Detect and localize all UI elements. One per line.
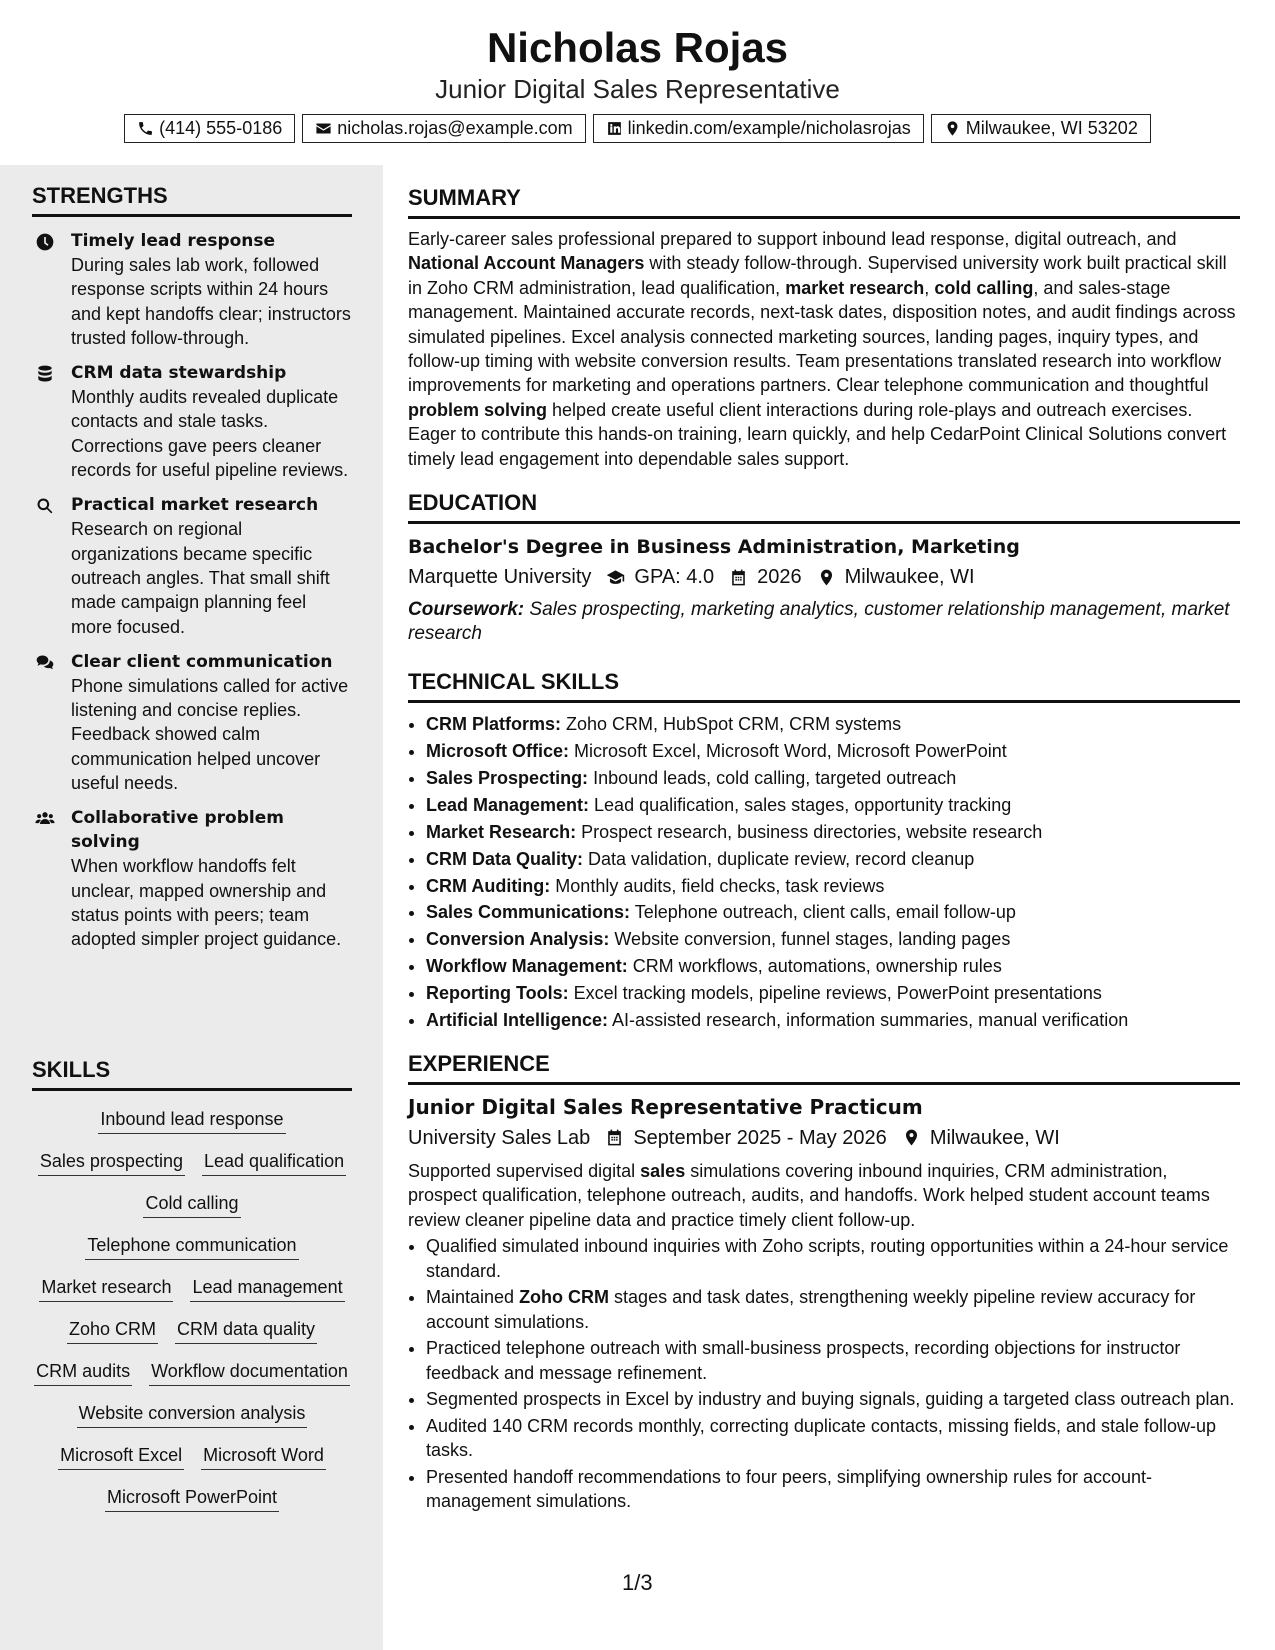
list-item xyxy=(426,953,1240,980)
bullet-text: Maintained xyxy=(426,1287,520,1308)
tech-label: Market Research: xyxy=(426,821,577,842)
tech-label: CRM Platforms: xyxy=(426,714,562,735)
list-item xyxy=(426,980,1240,1007)
tech-label: Lead Management: xyxy=(426,794,590,815)
technical-skills-heading: TECHNICAL SKILLS xyxy=(408,666,1240,703)
education-meta xyxy=(408,562,1240,592)
skill-tag: CRM audits xyxy=(34,1358,132,1386)
list-item xyxy=(426,765,1240,792)
map-pin-icon xyxy=(817,568,836,587)
strength-item xyxy=(32,806,352,951)
summary-part: helped create useful client interactions during role-plays and outreach exercises. Eager to contribute this hands-on training, learn quickly, and help CedarPoint Clinical Solutions convert timely lead engagement into dependable sales support. xyxy=(408,399,1227,469)
list-item xyxy=(426,1234,1240,1283)
list-item xyxy=(426,819,1240,846)
contact-bar xyxy=(0,114,1275,143)
strength-desc: During sales lab work, followed response scripts within 24 hours and kept handoffs clear; instructors trusted follow-through. xyxy=(71,255,351,348)
bullet-text: Audited 140 CRM records monthly, correcting duplicate contacts, missing fields, and stale follow-up tasks. xyxy=(426,1415,1217,1461)
skill-tag: Market research xyxy=(39,1274,173,1302)
contact-phone-text: (414) 555-0186 xyxy=(159,118,283,138)
summary-section xyxy=(408,182,1240,471)
tech-label: Microsoft Office: xyxy=(426,740,570,761)
list-item xyxy=(426,1465,1240,1514)
list-item xyxy=(426,926,1240,953)
job-title: Junior Digital Sales Representative Practicum xyxy=(408,1094,923,1119)
envelope-icon xyxy=(315,120,332,137)
bullet-bold: Zoho CRM xyxy=(519,1287,610,1308)
tech-label: CRM Auditing: xyxy=(426,875,551,896)
page-number: 1/3 xyxy=(622,1570,653,1595)
contact-email-text: nicholas.rojas@example.com xyxy=(337,118,573,138)
tech-text: Zoho CRM, HubSpot CRM, CRM systems xyxy=(561,714,902,735)
list-item xyxy=(426,738,1240,765)
summary-part: , xyxy=(924,277,935,298)
skill-tag: Workflow documentation xyxy=(149,1358,350,1386)
skill-tag: Inbound lead response xyxy=(98,1106,285,1134)
intro-part: Supported supervised digital xyxy=(408,1160,641,1181)
bullet-text: stages and task dates, strengthening weekly pipeline review accuracy for account simulations. xyxy=(426,1287,1196,1332)
summary-heading: SUMMARY xyxy=(408,182,1240,219)
experience-section xyxy=(408,1048,1240,1514)
database-icon xyxy=(35,364,55,384)
tech-label: Sales Prospecting: xyxy=(426,767,589,788)
tech-text: Lead qualification, sales stages, opportunity tracking xyxy=(589,794,1012,815)
technical-skills-list xyxy=(408,711,1240,1034)
list-item xyxy=(426,899,1240,926)
experience-heading: EXPERIENCE xyxy=(408,1048,1240,1085)
tech-label: Conversion Analysis: xyxy=(426,929,610,950)
school-location: Milwaukee, WI xyxy=(844,566,975,589)
coursework-label: Coursework: xyxy=(408,599,525,621)
job-location: Milwaukee, WI xyxy=(929,1126,1060,1149)
technical-skills-section xyxy=(408,666,1240,1034)
coursework xyxy=(408,598,1240,646)
experience-bullets xyxy=(408,1234,1240,1514)
contact-linkedin-text: linkedin.com/example/nicholasrojas xyxy=(627,118,911,138)
main-column xyxy=(408,165,1240,1516)
skill-tag: Microsoft Word xyxy=(201,1442,326,1470)
strength-item xyxy=(32,493,352,638)
map-pin-icon xyxy=(902,1128,921,1147)
contact-linkedin[interactable] xyxy=(593,114,924,143)
summary-part: with steady follow-through. Supervised university work built practical skill in Zoho CRM administration, lead qualification, xyxy=(408,253,1227,298)
skills-section xyxy=(32,1054,352,1512)
bullet-text: Segmented prospects in Excel by industry and buying signals, guiding a targeted class outreach plan. xyxy=(426,1389,1235,1410)
strengths-heading: STRENGTHS xyxy=(32,180,352,217)
tech-text: Website conversion, funnel stages, landing pages xyxy=(609,929,1011,950)
summary-part: , and sales-stage management. Maintained accurate records, next-task dates, disposition notes, and audit findings across simulated pipelines. Excel analysis connected marketing sources, landing pages, inquiry types, and follow-up timing with website conversion results. Team presentations translated research into workflow improvements for marketing and operations partners. Clear telephone communication and thoughtful xyxy=(408,277,1236,396)
tech-text: Excel tracking models, pipeline reviews, PowerPoint presentations xyxy=(568,983,1102,1004)
graduation-cap-icon xyxy=(606,568,625,587)
bullet-text: Qualified simulated inbound inquiries with Zoho scripts, routing opportunities within a 24-hour service standard. xyxy=(426,1236,1229,1281)
sidebar xyxy=(0,165,383,1650)
summary-bold: market research xyxy=(785,277,925,298)
job-org: University Sales Lab xyxy=(408,1126,591,1149)
summary-part: Early-career sales professional prepared to support inbound lead response, digital outreach, and xyxy=(408,229,1177,249)
tech-label: CRM Data Quality: xyxy=(426,848,584,869)
linkedin-icon xyxy=(606,120,623,137)
tech-label: Reporting Tools: xyxy=(426,983,569,1004)
skill-tag: Cold calling xyxy=(143,1190,240,1218)
strength-desc: When workflow handoffs felt unclear, mapped ownership and status points with peers; team adopted simpler project guidance. xyxy=(71,856,342,950)
coursework-text: Sales prospecting, marketing analytics, customer relationship management, market research xyxy=(408,599,1230,645)
contact-location[interactable] xyxy=(931,114,1151,143)
strength-desc: Monthly audits revealed duplicate contacts and stale tasks. Corrections gave peers cleaner records for useful pipeline reviews. xyxy=(71,387,349,481)
skill-tag: CRM data quality xyxy=(175,1316,317,1344)
bullet-text: Presented handoff recommendations to four peers, simplifying ownership rules for account-management simulations. xyxy=(426,1466,1153,1512)
skill-tag: Website conversion analysis xyxy=(77,1400,308,1428)
skills-heading: SKILLS xyxy=(32,1054,352,1091)
strength-item xyxy=(32,650,352,795)
strength-name: Collaborative problem solving xyxy=(71,808,284,853)
list-item xyxy=(426,1336,1240,1385)
candidate-name: Nicholas Rojas xyxy=(486,24,789,71)
graduation-year: 2026 xyxy=(757,566,802,589)
calendar-icon xyxy=(605,1128,624,1147)
list-item xyxy=(426,1414,1240,1463)
tech-text: Inbound leads, cold calling, targeted outreach xyxy=(588,767,957,788)
strength-name: Practical market research xyxy=(71,495,319,516)
job-meta xyxy=(408,1123,1240,1153)
tech-text: Microsoft Excel, Microsoft Word, Microsoft PowerPoint xyxy=(569,740,1007,761)
skill-tag: Microsoft PowerPoint xyxy=(105,1484,279,1512)
contact-phone[interactable] xyxy=(124,114,295,143)
degree-title: Bachelor's Degree in Business Administration, Marketing xyxy=(408,536,1020,559)
tech-label: Workflow Management: xyxy=(426,956,628,977)
tech-text: Monthly audits, field checks, task reviews xyxy=(550,875,885,896)
summary-bold: problem solving xyxy=(408,399,548,420)
strength-name: Clear client communication xyxy=(71,651,333,672)
strength-name: CRM data stewardship xyxy=(71,363,287,384)
intro-part: simulations covering inbound inquiries, CRM administration, prospect qualification, telephone outreach, audits, and handoffs. Work helped student account teams review cleaner pipeline data and practice timely client follow-up. xyxy=(408,1160,1210,1230)
list-item xyxy=(426,1387,1240,1412)
skill-tag: Microsoft Excel xyxy=(58,1442,184,1470)
skill-tag: Telephone communication xyxy=(85,1232,298,1260)
calendar-icon xyxy=(729,568,748,587)
map-pin-icon xyxy=(944,120,961,137)
intro-bold: sales xyxy=(640,1160,686,1181)
job-dates: September 2025 - May 2026 xyxy=(633,1126,887,1149)
contact-email[interactable] xyxy=(302,114,585,143)
summary-bold: cold calling xyxy=(934,277,1034,298)
skill-tag: Zoho CRM xyxy=(67,1316,158,1344)
phone-icon xyxy=(137,120,154,137)
school-name: Marquette University xyxy=(408,566,592,589)
users-icon xyxy=(35,809,55,829)
education-heading: EDUCATION xyxy=(408,487,1240,524)
gpa: GPA: 4.0 xyxy=(634,566,715,589)
education-section xyxy=(408,487,1240,646)
strength-desc: Phone simulations called for active listening and concise replies. Feedback showed calm communication helped uncover useful needs. xyxy=(71,675,349,794)
list-item xyxy=(426,792,1240,819)
list-item xyxy=(426,873,1240,900)
skill-tag: Lead qualification xyxy=(202,1148,346,1176)
list-item xyxy=(426,1007,1240,1034)
tech-text: Telephone outreach, client calls, email follow-up xyxy=(630,902,1016,923)
skill-tag: Lead management xyxy=(190,1274,344,1302)
strength-item xyxy=(32,361,352,482)
search-icon xyxy=(35,496,55,516)
summary-text xyxy=(408,227,1240,471)
tech-label: Sales Communications: xyxy=(426,902,631,923)
bullet-text: Practiced telephone outreach with small-business prospects, recording objections for instructor feedback and message refinement. xyxy=(426,1338,1181,1383)
job-intro xyxy=(408,1159,1240,1232)
resume-header xyxy=(0,0,1275,165)
tech-text: AI-assisted research, information summaries, manual verification xyxy=(608,1010,1129,1031)
candidate-title: Junior Digital Sales Representative xyxy=(435,74,840,104)
list-item xyxy=(426,711,1240,738)
strengths-section xyxy=(32,180,352,952)
clock-icon xyxy=(35,232,55,252)
strength-item xyxy=(32,229,352,350)
tech-text: Prospect research, business directories, website research xyxy=(576,821,1043,842)
strength-name: Timely lead response xyxy=(71,231,276,251)
tech-text: CRM workflows, automations, ownership rules xyxy=(627,956,1002,977)
chat-icon xyxy=(35,653,55,673)
contact-location-text: Milwaukee, WI 53202 xyxy=(965,118,1138,138)
list-item xyxy=(426,846,1240,873)
skills-tags xyxy=(32,1106,352,1512)
tech-text: Data validation, duplicate review, record cleanup xyxy=(583,848,975,869)
list-item xyxy=(426,1285,1240,1334)
summary-bold: National Account Managers xyxy=(408,253,645,274)
skill-tag: Sales prospecting xyxy=(38,1148,185,1176)
tech-label: Artificial Intelligence: xyxy=(426,1010,609,1031)
strength-desc: Research on regional organizations became specific outreach angles. That small shift made campaign planning feel more focused. xyxy=(71,519,330,637)
